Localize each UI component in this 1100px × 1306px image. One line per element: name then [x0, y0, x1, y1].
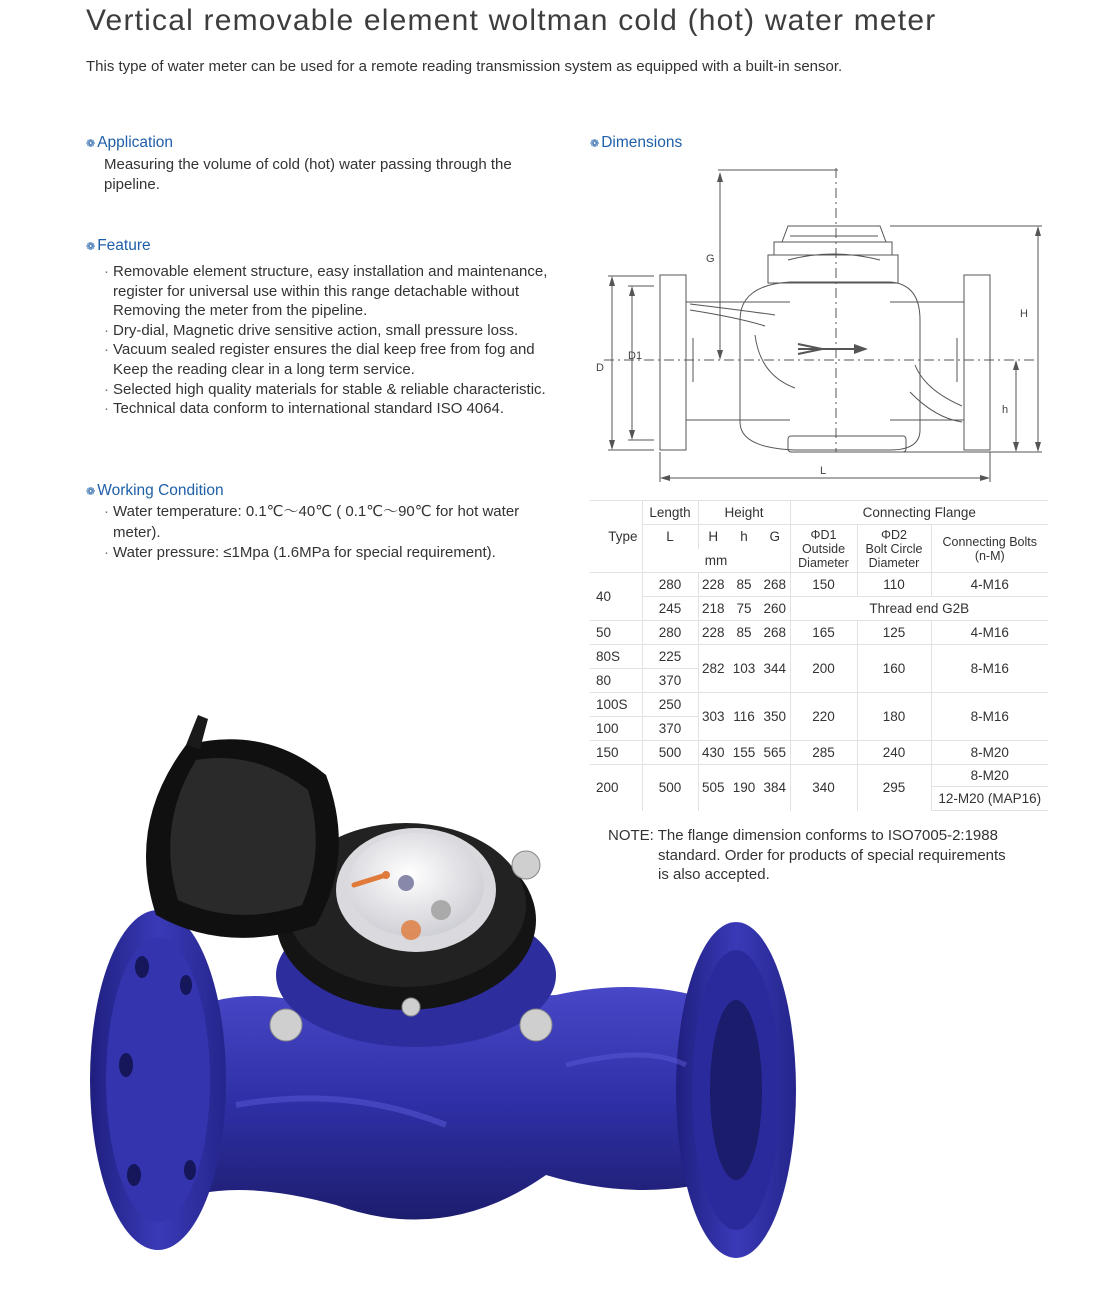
dim-label-d: D	[596, 362, 604, 374]
header-unit-mm: mm	[642, 549, 790, 573]
header-height: Height	[698, 501, 790, 525]
bullet-icon: ❁	[86, 137, 96, 150]
cell-g: 260	[760, 597, 790, 621]
cell-h-upper: 303	[698, 693, 728, 741]
dimensions-heading	[590, 134, 682, 152]
note-line3: is also accepted.	[658, 866, 770, 883]
cell-g: 384	[760, 765, 790, 811]
feature-item: · Technical data conform to international standard ISO 4064.	[104, 399, 564, 419]
working-condition-item: · Water pressure: ≤1Mpa (1.6MPa for special requirement).	[104, 543, 564, 564]
header-g: G	[760, 525, 790, 549]
feature-item: · Selected high quality materials for stable & reliable characteristic.	[104, 380, 564, 400]
cell-h-upper: 505	[698, 765, 728, 811]
cell-g: 268	[760, 573, 790, 597]
header-bolts	[931, 525, 1048, 573]
table-row	[590, 645, 1048, 669]
feature-heading	[86, 237, 151, 255]
table-row	[590, 597, 1048, 621]
note-line1: The flange dimension conforms to ISO7005-2:1988	[657, 827, 998, 844]
cell-h-upper: 228	[698, 573, 728, 597]
bullet-icon: ❁	[86, 485, 96, 498]
cell-l: 500	[642, 741, 698, 765]
feature-item: · Vacuum sealed register ensures the dial keep free from fog and Keep the reading clear in a long term service.	[104, 340, 564, 379]
cell-h-upper: 218	[698, 597, 728, 621]
header-type: Type	[590, 501, 642, 573]
bolts-line1: Connecting Bolts	[942, 534, 1037, 549]
water-meter-photo	[86, 705, 811, 1265]
cell-d1: 285	[790, 741, 857, 765]
dim-label-d1: D1	[628, 350, 643, 362]
feature-list	[104, 262, 564, 419]
cell-h-lower: 85	[728, 621, 760, 645]
feature-item: · Removable element structure, easy installation and maintenance, register for universal use within this range detachable without Removing the meter from the pipeline.	[104, 262, 564, 321]
cell-h-lower: 155	[728, 741, 760, 765]
cell-h-lower: 190	[728, 765, 760, 811]
header-d1	[790, 525, 857, 573]
cell-d1: 220	[790, 693, 857, 741]
dimensions-heading-label: Dimensions	[601, 134, 683, 151]
cell-bolts: 4-M16	[931, 573, 1048, 597]
cell-d1: 200	[790, 645, 857, 693]
working-condition-heading	[86, 482, 224, 500]
dim-label-h-lower: h	[1002, 404, 1009, 416]
cell-l: 250	[642, 693, 698, 717]
feature-item: · Dry-dial, Magnetic drive sensitive action, small pressure loss.	[104, 321, 564, 341]
bolts-line2: (n-M)	[974, 548, 1005, 563]
cell-d2: 160	[857, 645, 931, 693]
cell-g: 565	[760, 741, 790, 765]
page-title: Vertical removable element woltman cold (hot) water meter	[86, 4, 937, 37]
cell-bolts: 8-M20	[931, 741, 1048, 765]
d1-symbol: ΦD1	[810, 527, 837, 542]
working-condition-item: · Water temperature: 0.1℃～40℃ ( 0.1℃～90℃ for hot water meter).	[104, 502, 564, 543]
table-row	[590, 573, 1048, 597]
cell-d1: 165	[790, 621, 857, 645]
dim-label-g: G	[706, 253, 715, 265]
note-line2: standard. Order for products of special requirements	[658, 846, 1006, 864]
cell-type: 100	[590, 717, 642, 741]
cell-l: 280	[642, 573, 698, 597]
cell-d1: 150	[790, 573, 857, 597]
header-length: Length	[642, 501, 698, 525]
cell-l: 245	[642, 597, 698, 621]
d1-line1: Outside	[801, 541, 846, 556]
cell-bolts: 4-M16	[931, 621, 1048, 645]
cell-h-upper: 282	[698, 645, 728, 693]
cell-l: 370	[642, 717, 698, 741]
header-connecting-flange: Connecting Flange	[790, 501, 1048, 525]
cell-bolts: 12-M20 (MAP16)	[931, 787, 1048, 811]
cell-h-upper: 430	[698, 741, 728, 765]
cell-type: 150	[590, 741, 642, 765]
cell-g: 268	[760, 621, 790, 645]
d1-line2: Diameter	[798, 555, 849, 570]
bullet-icon: ❁	[590, 137, 600, 150]
cell-type: 100S	[590, 693, 642, 717]
cell-type: 50	[590, 621, 642, 645]
cell-l: 225	[642, 645, 698, 669]
application-heading-label: Application	[97, 134, 174, 151]
application-heading	[86, 134, 173, 152]
note-prefix: NOTE:	[608, 827, 654, 844]
header-h-lower: h	[728, 525, 760, 549]
header-l: L	[642, 525, 698, 549]
header-d2	[857, 525, 931, 573]
cell-d1: 340	[790, 765, 857, 811]
d2-line1: Bolt Circle	[865, 541, 923, 556]
cell-type: 40	[590, 573, 642, 621]
cell-bolts: 8-M16	[931, 645, 1048, 693]
bullet-icon: ❁	[86, 240, 96, 253]
cell-bolts: 8-M20	[931, 765, 1048, 787]
cell-l: 500	[642, 765, 698, 811]
cell-h-lower: 116	[728, 693, 760, 741]
dim-label-h-upper: H	[1020, 308, 1028, 320]
table-row	[590, 621, 1048, 645]
cell-g: 350	[760, 693, 790, 741]
d2-symbol: ΦD2	[881, 527, 907, 542]
cell-d2: 180	[857, 693, 931, 741]
cell-h-lower: 85	[728, 573, 760, 597]
cell-l: 370	[642, 669, 698, 693]
cell-l: 280	[642, 621, 698, 645]
d2-line2: Diameter	[868, 555, 920, 570]
cell-g: 344	[760, 645, 790, 693]
cell-h-lower: 103	[728, 645, 760, 693]
working-condition-list	[104, 502, 564, 564]
cell-thread-end: Thread end G2B	[790, 597, 1048, 621]
cell-d2: 240	[857, 741, 931, 765]
cell-d2: 125	[857, 621, 931, 645]
header-h-upper: H	[698, 525, 728, 549]
cell-d2: 295	[857, 765, 931, 811]
cell-h-lower: 75	[728, 597, 760, 621]
cell-h-upper: 228	[698, 621, 728, 645]
cell-type: 80S	[590, 645, 642, 669]
dimensions-diagram	[590, 160, 1060, 490]
dim-label-l: L	[820, 465, 827, 477]
cell-type: 80	[590, 669, 642, 693]
cell-bolts: 8-M16	[931, 693, 1048, 741]
application-text: Measuring the volume of cold (hot) water passing through the pipeline.	[104, 156, 512, 193]
cell-type: 200	[590, 765, 642, 811]
page-subtitle: This type of water meter can be used for a remote reading transmission system as equipped with a built-in sensor.	[86, 58, 843, 75]
cell-d2: 110	[857, 573, 931, 597]
feature-heading-label: Feature	[97, 237, 151, 254]
working-condition-heading-label: Working Condition	[97, 482, 224, 499]
